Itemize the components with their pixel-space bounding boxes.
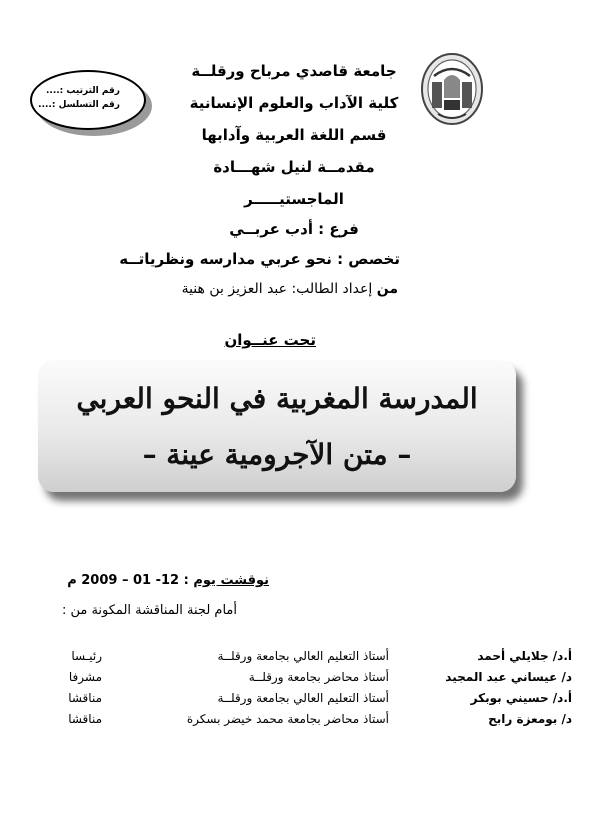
member-role: رئيـسا	[71, 649, 102, 663]
committee-intro: أمام لجنة المناقشة المكونة من :	[61, 603, 237, 618]
member-position: أستاذ محاضر بجامعة محمد خيضر بسكرة	[186, 712, 389, 726]
member-role: مناقشا	[68, 712, 102, 726]
student-label: من	[376, 281, 398, 297]
defense-date: : 12- 01 – 2009 م	[67, 573, 194, 588]
member-position: أستاذ محاضر بجامعة ورقلــة	[248, 670, 389, 684]
committee-member	[0, 712, 594, 732]
defense-date-label: نوقشت يوم	[193, 573, 269, 588]
department-name: قسم اللغة العربية وآدابها	[201, 126, 387, 144]
university-name: جامعة قاصدي مرباح ورقلــة	[191, 62, 397, 80]
degree-intro: مقدمــة لنيل شهـــادة	[213, 158, 375, 176]
member-position: أستاذ التعليم العالي بجامعة ورقلــة	[217, 691, 389, 705]
member-role: مناقشا	[68, 691, 102, 705]
defense-date-line	[67, 573, 269, 588]
rank-number: رقم الترتيب :....	[46, 86, 120, 96]
reference-stamp	[30, 70, 146, 130]
student-line	[182, 281, 398, 297]
degree-name: الماجستيـــــر	[244, 190, 344, 208]
member-name: أ.د/ جلايلي أحمد	[477, 649, 572, 663]
title-label: تحت عنــوان	[224, 331, 316, 349]
thesis-title-line-1: المدرسة المغربية في النحو العربي	[76, 382, 478, 415]
thesis-title-line-2: – متن الآجرومية عينة –	[142, 438, 412, 471]
committee-member	[0, 649, 594, 669]
member-position: أستاذ التعليم العالي بجامعة ورقلــة	[217, 649, 389, 663]
student-name: إعداد الطالب: عبد العزيز بن هنية	[181, 281, 373, 297]
member-name: د/ عيساني عبد المجيد	[445, 670, 572, 684]
committee-member	[0, 670, 594, 690]
specialty: تخصص : نحو عربي مدارسه ونظرياتــه	[119, 250, 400, 268]
member-role: مشرفا	[68, 670, 102, 684]
committee-member	[0, 691, 594, 711]
member-name: أ.د/ حسيني بوبكر	[470, 691, 572, 705]
serial-number: رقم التسلسل :....	[38, 100, 120, 110]
branch: فرع : أدب عربــي	[229, 220, 359, 238]
thesis-title-box	[38, 360, 516, 492]
member-name: د/ بومعزة رابح	[488, 712, 572, 726]
faculty-name: كلية الآداب والعلوم الإنسانية	[189, 94, 399, 112]
